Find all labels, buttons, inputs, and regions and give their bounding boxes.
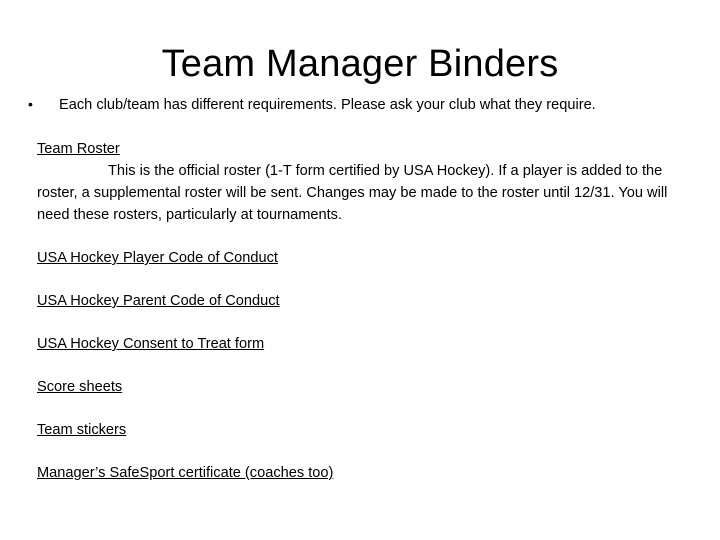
page-title: Team Manager Binders bbox=[161, 43, 559, 85]
team-stickers: Team stickers bbox=[37, 422, 127, 438]
bullet-text: Each club/team has different requirements. Please ask your club what they require. bbox=[59, 97, 596, 113]
consent-to-treat-form: USA Hockey Consent to Treat form bbox=[37, 336, 265, 352]
binder-contents bbox=[37, 138, 687, 484]
player-code-of-conduct: USA Hockey Player Code of Conduct bbox=[37, 250, 278, 266]
bullet-note bbox=[28, 94, 708, 115]
team-roster-description-text: This is the official roster (1-T form certified by USA Hockey). If a player is added to the roster, a supplemental roster will be sent. Changes may be made to the roster until 12/31. You will need these rosters, particularly at tournaments. bbox=[37, 163, 668, 223]
team-roster-heading: Team Roster bbox=[37, 141, 120, 157]
team-roster-description bbox=[37, 160, 687, 226]
score-sheets: Score sheets bbox=[37, 379, 123, 395]
safesport-certificate: Manager’s SafeSport certificate (coaches too) bbox=[37, 465, 334, 481]
bullet-dot: • bbox=[28, 96, 33, 112]
parent-code-of-conduct: USA Hockey Parent Code of Conduct bbox=[37, 293, 280, 309]
